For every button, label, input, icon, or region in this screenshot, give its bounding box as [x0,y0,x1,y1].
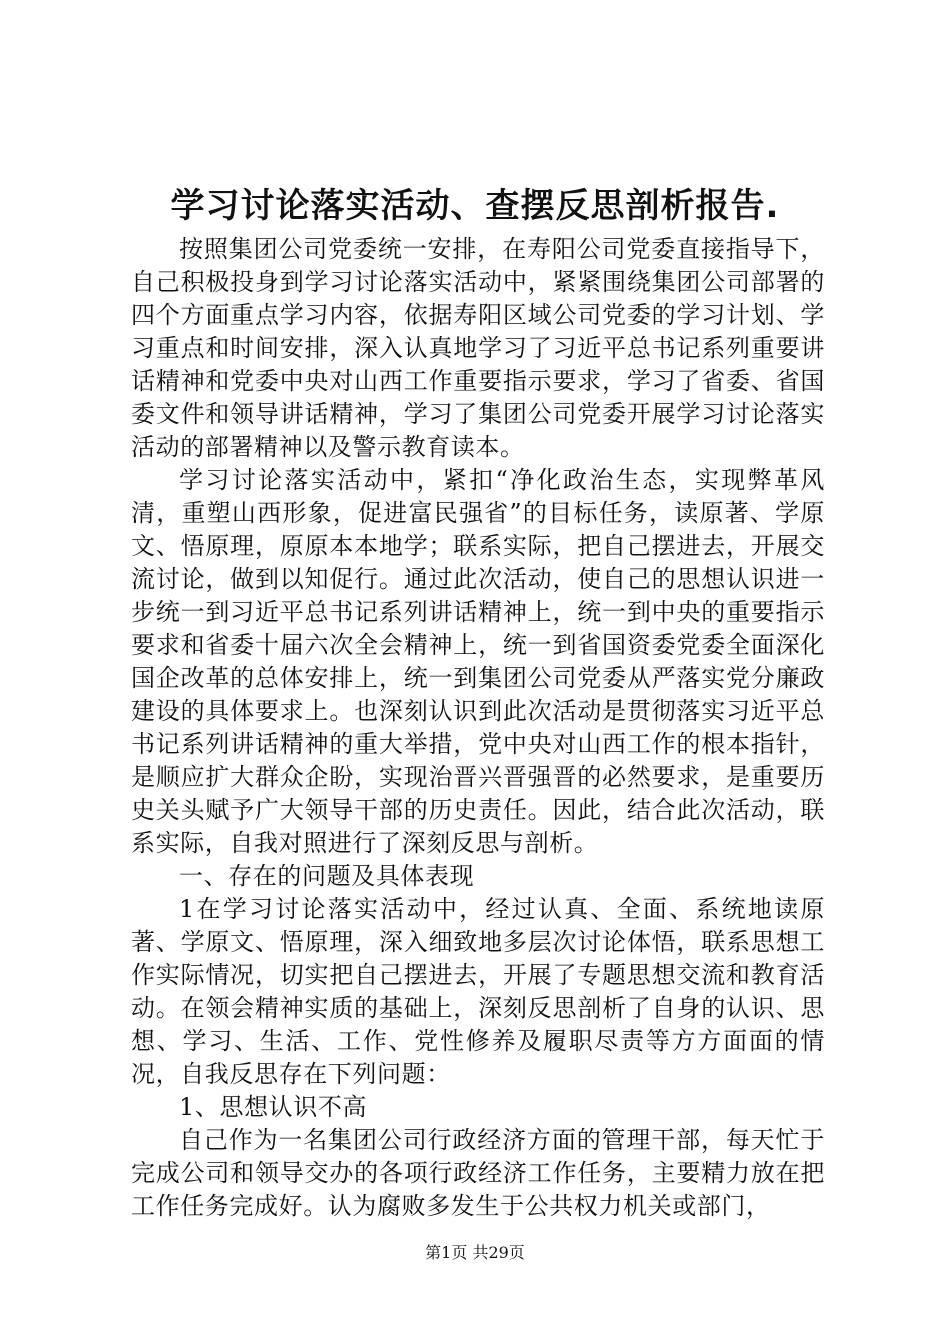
page-footer: 第1页 共29页 [425,1243,525,1262]
paragraph-thinking: 自己作为一名集团公司行政经济方面的管理干部，每天忙于完成公司和领导交办的各项行政经济工作任务，主要精力放在把工作任务完成好。认为腐败多发生于公共权力机关或部门， [131,1126,825,1220]
document-body [131,233,825,1223]
subheading-thinking: 1、思想认识不高 [179,1093,368,1121]
section-heading-problems: 一、存在的问题及具体表现 [179,862,475,890]
paragraph-problems: 1在学习讨论落实活动中，经过认真、全面、系统地读原著、学原文、悟原理，深入细致地多层次讨论体悟，联系思想工作实际情况，切实把自己摆进去，开展了专题思想交流和教育活动。在领会精神实质的基础上，深刻反思剖析了自身的认识、思想、学习、生活、工作、党性修养及履职尽责等方方面面的情况，自我反思存在下列问题： [131,895,825,1088]
document-title: 学习讨论落实活动、查摆反思剖析报告. [170,186,780,226]
paragraph-intro: 按照集团公司党委统一安排，在寿阳公司党委直接指导下，自己积极投身到学习讨论落实活动中，紧紧围绕集团公司部署的四个方面重点学习内容，依据寿阳区域公司党委的学习计划、学习重点和时间安排，深入认真地学习了习近平总书记系列重要讲话精神和党委中央对山西工作重要指示要求，学习了省委、省国委文件和领导讲话精神，学习了集团公司党委开展学习讨论落实活动的部署精神以及警示教育读本。 [131,235,825,461]
paragraph-activity: 学习讨论落实活动中，紧扣“净化政治生态，实现弊革风清，重塑山西形象，促进富民强省”的目标任务，读原著、学原文、悟原理，原原本本地学；联系实际，把自己摆进去，开展交流讨论，做到以知促行。通过此次活动，使自己的思想认识进一步统一到习近平总书记系列讲话精神上，统一到中央的重要指示要求和省委十届六次全会精神上，统一到省国资委党委全面深化国企改革的总体安排上，统一到集团公司党委从严落实党分廉政建设的具体要求上。也深刻认识到此次活动是贯彻落实习近平总书记系列讲话精神的重大举措，党中央对山西工作的根本指针，是顺应扩大群众企盼，实现治晋兴晋强晋的必然要求，是重要历史关头赋予广大领导干部的历史责任。因此，结合此次活动，联系实际，自我对照进行了深刻反思与剖析。 [131,466,825,857]
